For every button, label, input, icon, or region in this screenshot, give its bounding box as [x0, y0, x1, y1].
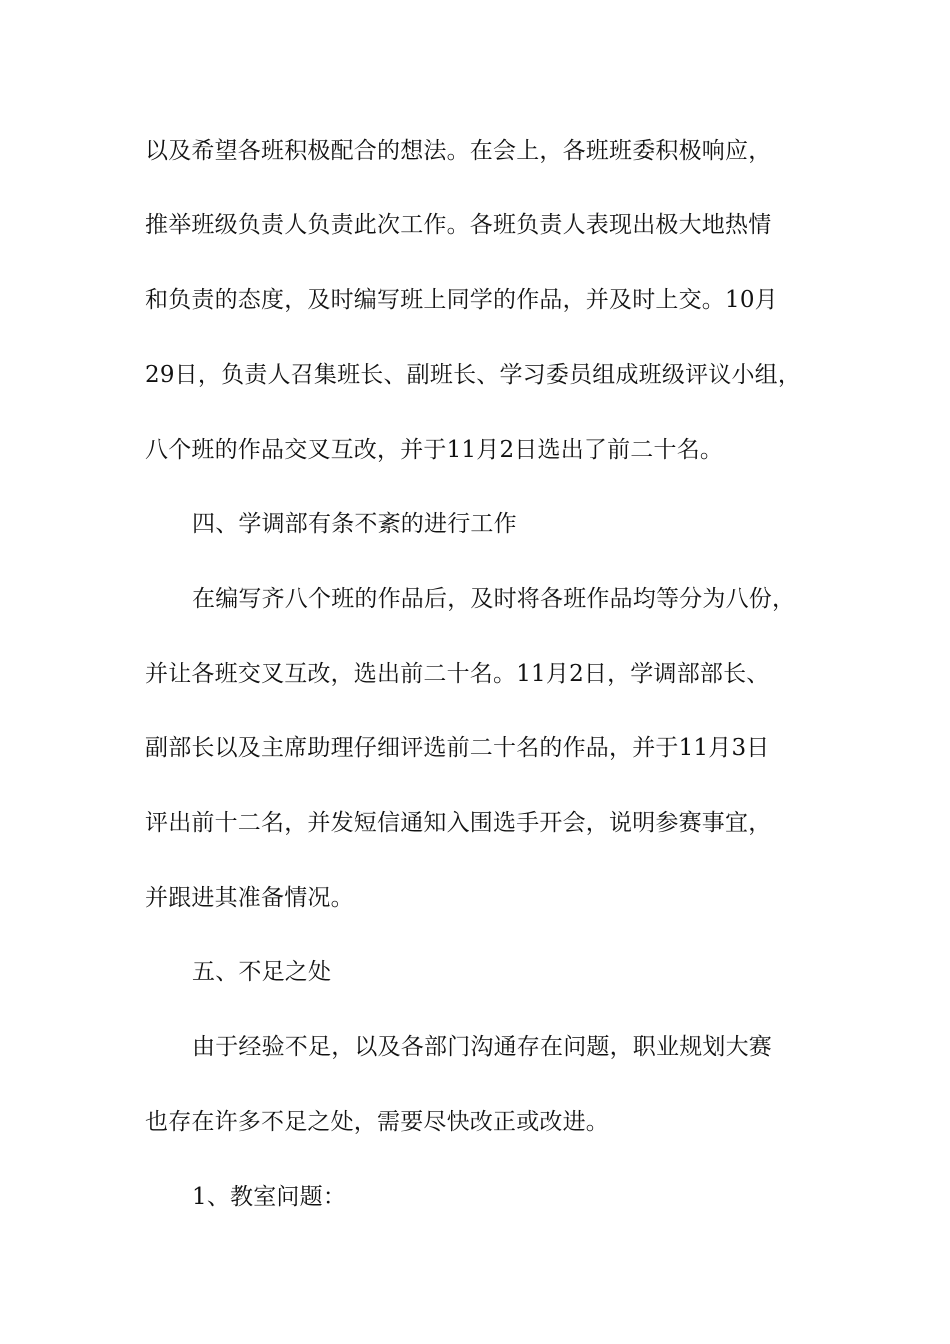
body-text-line: 八个班的作品交叉互改，并于11月2日选出了前二十名。 [145, 437, 724, 463]
body-text-line: 推举班级负责人负责此次工作。各班负责人表现出极大地热情 [145, 212, 772, 238]
body-text-line: 由于经验不足，以及各部门沟通存在问题，职业规划大赛 [192, 1034, 772, 1060]
body-text-line: 并让各班交叉互改，选出前二十名。11月2日，学调部部长、 [145, 661, 770, 687]
subsection-heading: 1、教室问题： [192, 1184, 347, 1210]
body-text-line: 也存在许多不足之处，需要尽快改正或改进。 [145, 1109, 609, 1135]
body-text-line: 29日，负责人召集班长、副班长、学习委员组成班级评议小组， [145, 362, 802, 388]
body-text-line: 以及希望各班积极配合的想法。在会上，各班班委积极响应， [145, 138, 772, 164]
body-text-line: 评出前十二名，并发短信通知入围选手开会，说明参赛事宜， [145, 810, 772, 836]
body-text-line: 和负责的态度，及时编写班上同学的作品，并及时上交。10月 [145, 287, 778, 313]
body-text-line: 在编写齐八个班的作品后，及时将各班作品均等分为八份， [192, 586, 796, 612]
body-text-line: 并跟进其准备情况。 [145, 885, 354, 911]
body-text-line: 副部长以及主席助理仔细评选前二十名的作品，并于11月3日 [145, 735, 770, 761]
section-heading: 五、不足之处 [192, 959, 332, 985]
section-heading: 四、学调部有条不紊的进行工作 [192, 511, 517, 537]
